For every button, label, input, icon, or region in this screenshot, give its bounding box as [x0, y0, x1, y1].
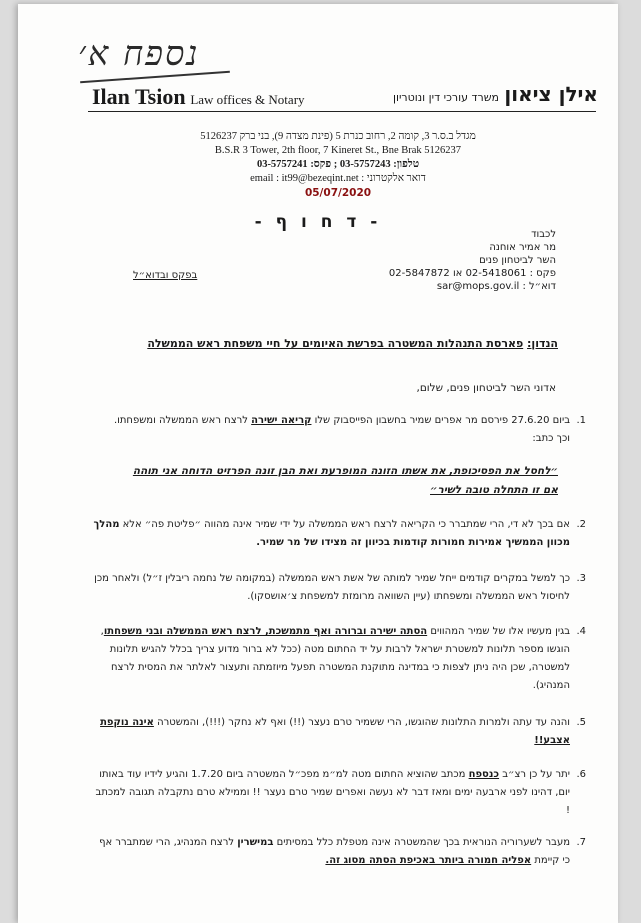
- letter-page: [18, 4, 618, 923]
- paragraph-text: בגין מעשיו אלו של שמיר המהווים: [427, 626, 570, 637]
- paragraph-number: 4.: [576, 626, 586, 637]
- paragraph-text: וכך כתב:: [532, 433, 570, 444]
- emphasis-text: הסתה ישירה וברורה ואף מתמשכת, לרצח ראש הממשלה ובני משפחתו: [103, 626, 428, 637]
- paragraph-2: [90, 516, 586, 552]
- emphasis-text: כנספח: [468, 769, 500, 780]
- paragraph-text: ביום 27.6.20 פירסם מר אפרים שמיר בחשבון הפייסבוק שלו: [311, 415, 570, 426]
- phone-fax: טלפון: 03-5757243 ; פקס: 03-5757241: [256, 159, 420, 170]
- paragraph-number: 2.: [576, 519, 586, 530]
- paragraph-number: 3.: [576, 573, 586, 584]
- paragraph-number: 7.: [576, 837, 586, 848]
- paragraph-text: יתר על כן רצ״ב: [499, 769, 570, 780]
- subject-label: הנדון:: [527, 337, 558, 350]
- letter-date: 05/07/2020: [304, 187, 372, 199]
- recipient-line-2: מר אמיר אוחנה: [489, 242, 556, 253]
- letterhead-he: [393, 82, 598, 106]
- emphasis-text: אפליה חמורה ביותר באכיפת הסתה מסוג זה.: [325, 855, 532, 866]
- paragraph-number: 6.: [576, 769, 586, 780]
- emphasis-text: מהלך מכוון הממשיך אמירות חמורות קודמות בכיוון זה מצידו של מר שמיר.: [93, 519, 570, 548]
- paragraph-7: [90, 834, 586, 870]
- paragraph-6: [90, 766, 586, 820]
- email-line: email : it99@bezeqint.net : דואר אלקטרוני: [250, 173, 426, 184]
- urgent-label: - ד ח ו ף -: [254, 212, 382, 232]
- paragraph-1: [90, 412, 586, 448]
- paragraph-3: [90, 570, 586, 606]
- address-he: מגדל ב.ס.ר 3, קומה 2, רחוב כנרת 5 (פינת מצדה 9), בני ברק 5126237: [200, 131, 476, 142]
- recipient-line-1: לכבוד: [531, 229, 556, 240]
- emphasis-text: אינה נוקפת אצבע!!: [100, 717, 570, 746]
- quoted-post: ״לחסל את הפסיכופת, את אשתו הזונה המופרעת ואת הבן זונה הפרזיט הדוחה אני תוהה אם זו התחלה טובה לשיר״: [132, 465, 558, 496]
- paragraph-text: מעבר לשערוריה הנוראית בכך שהמשטרה אינה מטפלת כלל במסיתים: [273, 837, 570, 848]
- paragraph-5: [90, 714, 586, 750]
- paragraph-number: 1.: [576, 415, 586, 426]
- paragraph-text: והנה עד עתה ולמרות התלונות שהוגשו, הרי ששמיר טרם נעצר (!!) ואף לא נחקר (!!!), והמשטרה: [153, 717, 570, 728]
- letterhead-rule: [88, 111, 596, 112]
- firm-name-en: Ilan Tsion: [92, 84, 186, 109]
- recipient-line-3: השר לביטחון פנים: [479, 255, 556, 266]
- emphasis-text: במישרין: [237, 837, 274, 848]
- paragraph-text: לרצח המנהיג, הרי שמתברר אף כי קיימת: [99, 837, 570, 866]
- subject-text: פארסת התנהלות המשטרה בפרשת האיומים על חיי משפחת ראש הממשלה: [147, 337, 524, 350]
- address-en: B.S.R 3 Tower, 2th floor, 7 Kineret St., Bne Brak 5126237: [214, 145, 462, 156]
- recipient-email: דוא״ל : sar@mops.gov.il: [436, 281, 556, 292]
- recipient-fax: פקס : 02-5418061 או 02-5847872: [388, 268, 556, 279]
- firm-name-he: אילן ציאון: [504, 82, 598, 106]
- paragraph-text: , הוגשו מספר תלונות למשטרת ישראל לרבות על יד החתום מטה (ככל לא ברור מדוע צריך בכלל להגיש תלונות למשטרה, שכן היה ניתן לצפות כי במדינה מתוקנת המשטרה תפעל מיוזמתה ותעצור לאלתר את המסית לרצח המנהיג).: [100, 626, 570, 691]
- paragraph-text: לרצח ראש הממשלה ומשפחתו.: [113, 415, 252, 426]
- subject-line: [147, 337, 558, 350]
- letterhead-en: [92, 84, 305, 110]
- emphasis-text: קריאה ישירה: [251, 415, 312, 426]
- handwritten-annex-label: נספח א׳: [78, 34, 200, 74]
- paragraph-4: [90, 623, 586, 695]
- greeting: אדוני השר לביטחון פנים, שלום,: [416, 382, 556, 394]
- paragraph-text: מכתב שהוציא החתום מטה למ״מ מפכ״ל המשטרה ביום 1.7.20 והגיע לידיו עוד באותו יום, דהינו לפני ארבעה ימים ומאז דבר לא נעשה ואפרים שמיר טרם נעצר !! וממילא טרם נתקבלה תגובה למכתב !: [95, 769, 570, 816]
- delivery-method: בפקס ובדוא״ל: [133, 270, 198, 281]
- paragraph-text: אם בכך לא די, הרי שמתברר כי הקריאה לרצח ראש הממשלה על ידי שמיר אינה מהווה ״פליטת פה״ אלא: [119, 519, 570, 530]
- firm-desc-en: Law offices & Notary: [190, 92, 305, 107]
- paragraph-number: 5.: [576, 717, 586, 728]
- firm-desc-he: משרד עורכי דין ונוטריון: [392, 91, 499, 104]
- paragraph-text: כך למשל במקרים קודמים ייחל שמיר למותה של אשת ראש הממשלה (במקומה של נחמה ריבלין ז״ל) ולאחר מכן לחיסול ראש הממשלה ומשפחתו (עיין השוואה מרומזת למשפחת צ׳אושסקו).: [94, 573, 570, 602]
